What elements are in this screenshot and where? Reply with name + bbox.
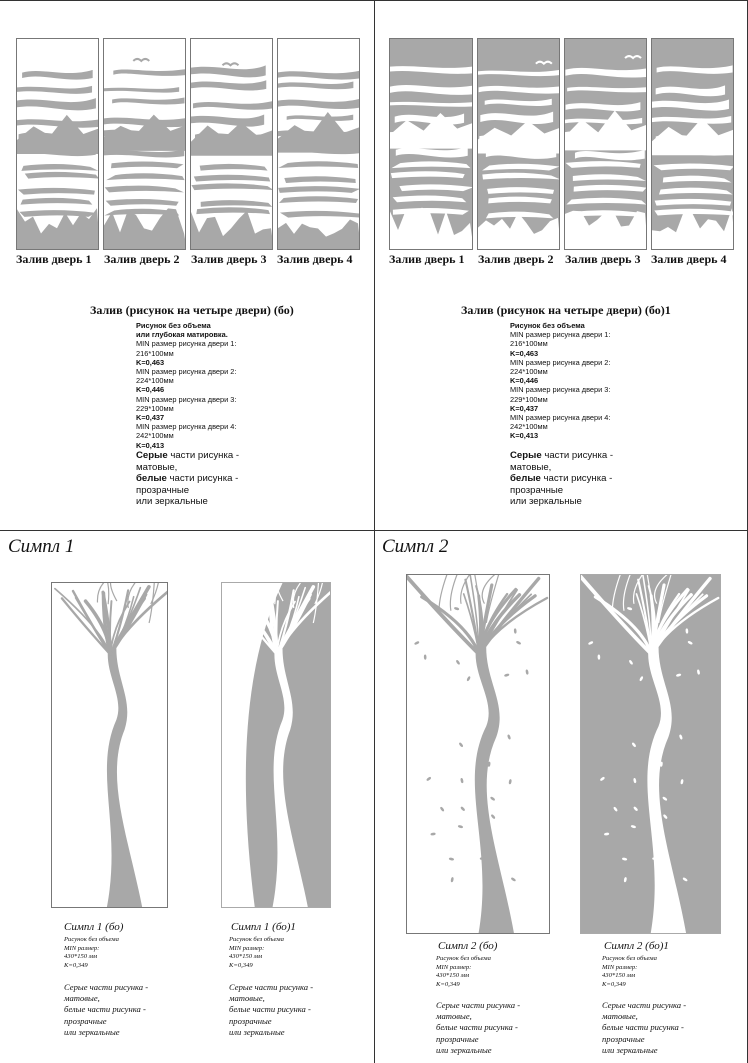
water-line [20, 198, 92, 205]
zaliv-left-door-4 [277, 38, 360, 250]
falling-leaf [458, 742, 463, 748]
door-label: Залив дверь 3 [565, 252, 641, 266]
cloud-strip [191, 65, 266, 77]
text-line: матовые, [436, 1011, 472, 1022]
spec-line: 242*100мм [136, 431, 174, 441]
text-line: или зеркальные [602, 1044, 658, 1055]
falling-leaf [466, 676, 471, 682]
falling-leaf [460, 778, 464, 784]
text-line: белые части рисунка - [64, 1004, 146, 1015]
text-line: матовые, [229, 993, 265, 1004]
spec-line: K=0,463 [136, 357, 165, 367]
water-line [106, 199, 179, 206]
water-line [25, 172, 99, 179]
cloud-strip [112, 98, 184, 105]
cloud-strip [191, 114, 264, 126]
water-line [18, 188, 95, 195]
water-line [105, 186, 184, 193]
cloud-strip [278, 70, 360, 79]
falling-leaf [511, 877, 517, 882]
page-border-top [0, 0, 748, 1]
text-line: или зеркальные [436, 1044, 492, 1055]
shore-foliage [565, 210, 647, 250]
simpl2-a-note [436, 1000, 520, 1056]
cloud-strip [22, 70, 93, 80]
spec-line: 242*100мм [510, 422, 548, 432]
water-line [279, 196, 358, 203]
note-word: белые [510, 473, 541, 485]
cloud-strip [113, 69, 186, 76]
text-line: K=0,349 [602, 980, 626, 988]
falling-leaf [440, 806, 445, 812]
vertical-divider [374, 0, 375, 1063]
falling-leaf [460, 806, 466, 812]
simpl1-b-note [229, 982, 313, 1038]
simpl1-panel-b [221, 582, 331, 908]
falling-leaf [514, 628, 517, 633]
scene-left-1 [17, 39, 99, 250]
text-line: Серые части рисунка - [64, 982, 149, 992]
simpl2-panel-a [406, 574, 550, 934]
water-line [200, 164, 268, 171]
water-line [106, 173, 184, 180]
scene-left-4 [278, 39, 360, 250]
scene-left-3 [191, 39, 273, 250]
zaliv-right-title: Залив (рисунок на четыре двери) (бо)1 [461, 303, 671, 317]
tree-twig [128, 583, 138, 608]
water-line [191, 183, 273, 190]
spec-line: MIN размер рисунка двери 2: [510, 357, 611, 367]
shore-foliage [278, 220, 360, 250]
spec-line: K=0,437 [510, 403, 539, 413]
text-line: прозрачные [602, 1033, 645, 1044]
note-word: Серые [136, 450, 168, 461]
tree-twig [439, 575, 448, 612]
text-line: Серые части рисунка - [436, 1000, 521, 1010]
simpl2-b-spec [602, 955, 657, 989]
tree-s2b [581, 575, 721, 934]
cloud-strip [278, 82, 353, 90]
zaliv-left-door-3 [190, 38, 273, 250]
simpl2-b-title: Симпл 2 (бо)1 [604, 940, 669, 952]
simpl2-b-note [602, 1000, 686, 1056]
zaliv-right-door-2 [477, 38, 560, 250]
text-line: прозрачные [64, 1015, 107, 1026]
text-line: 430*150 мм [64, 953, 98, 961]
falling-leaf [414, 641, 420, 646]
simpl1-panel-a [51, 582, 168, 908]
spec-line: MIN размер рисунка двери 4: [510, 413, 611, 423]
note-text: матовые, [510, 461, 552, 473]
cloud-strip [191, 80, 266, 90]
note-text: прозрачные [510, 484, 564, 496]
simpl1-a-title: Симпл 1 (бо) [64, 921, 124, 933]
bird [133, 59, 149, 61]
tree-s1a [52, 583, 168, 908]
falling-leaf [424, 654, 427, 659]
text-line: K=0,349 [436, 980, 460, 988]
door-label: Залив дверь 1 [389, 252, 465, 266]
zaliv-left-note [136, 450, 239, 508]
scene-right-4 [652, 39, 734, 250]
cloud-strip [287, 115, 354, 121]
text-line: Серые части рисунка - [602, 1000, 687, 1010]
note-text: части рисунка - [541, 450, 614, 461]
cloud-strip [104, 87, 179, 93]
note-text: части рисунка - [167, 450, 240, 461]
falling-leaf [458, 825, 464, 829]
text-line: белые части рисунка - [229, 1004, 311, 1015]
bird [222, 63, 238, 65]
scene-left-2 [104, 39, 186, 250]
water-line [201, 200, 272, 207]
falling-leaf [525, 669, 529, 675]
spec-line: K=0,437 [136, 413, 165, 423]
water-line [196, 207, 270, 214]
spec-line: 216*100мм [136, 348, 174, 358]
falling-leaf [516, 640, 522, 645]
tree-twig [111, 583, 117, 601]
zaliv-left-spec [136, 321, 236, 450]
scene-right-3 [565, 39, 647, 250]
note-word: Серые [510, 450, 542, 461]
text-line: 430*150 мм [602, 972, 636, 980]
text-line: белые части рисунка - [436, 1022, 518, 1033]
spec-line: 216*100мм [510, 339, 548, 349]
tree-twig [107, 583, 109, 604]
cloud-strip [17, 98, 96, 110]
door-label: Залив дверь 4 [277, 252, 353, 266]
falling-leaf [490, 796, 496, 801]
zaliv-right-door-4 [651, 38, 734, 250]
falling-leaf [450, 877, 454, 883]
spec-line: 224*100мм [510, 367, 548, 377]
cloud-strip [17, 86, 92, 94]
water-line [194, 175, 270, 182]
tree-s2a [407, 575, 550, 934]
text-line: MIN размер: [229, 944, 265, 952]
falling-leaf [504, 673, 510, 677]
simpl2-section-title: Симпл 2 [382, 536, 449, 557]
simpl1-b-title: Симпл 1 (бо)1 [231, 921, 296, 933]
text-line: Рисунок без объема [436, 955, 491, 962]
door-label: Залив дверь 3 [191, 252, 267, 266]
scene-right-2 [478, 39, 560, 250]
shore-foliage [191, 211, 273, 250]
text-line: 430*150 мм [229, 953, 263, 961]
spec-line: MIN размер рисунка двери 1: [510, 330, 611, 340]
horizontal-divider [0, 530, 748, 531]
simpl1-a-spec [64, 936, 119, 970]
falling-leaf [430, 832, 436, 835]
note-text: или зеркальные [510, 496, 582, 508]
water-line [21, 164, 98, 171]
tree-trunk [107, 648, 143, 908]
text-line: Рисунок без объема [602, 955, 657, 962]
spec-line: MIN размер рисунка двери 3: [510, 385, 611, 395]
falling-leaf [426, 776, 432, 781]
simpl1-section-title: Симпл 1 [8, 536, 75, 557]
text-line: прозрачные [436, 1033, 479, 1044]
spec-line: K=0,413 [510, 431, 539, 441]
text-line: или зеркальные [64, 1026, 120, 1037]
text-line: Серые части рисунка - [229, 982, 314, 992]
scene-right-1 [390, 39, 473, 250]
tree-s1b [222, 583, 331, 908]
falling-leaf [449, 857, 455, 861]
text-line: или зеркальные [229, 1026, 285, 1037]
text-line: 430*150 мм [436, 972, 470, 980]
tree-twig [450, 575, 458, 611]
water-line [111, 161, 183, 168]
note-text: или зеркальные [136, 496, 208, 508]
simpl2-panel-b [580, 574, 721, 934]
text-line: белые части рисунка - [602, 1022, 684, 1033]
zaliv-left-door-1 [16, 38, 99, 250]
text-line: Рисунок без объема [229, 936, 284, 943]
zaliv-right-spec [510, 321, 610, 441]
spec-line: 229*100мм [510, 394, 548, 404]
simpl1-a-note [64, 982, 148, 1038]
simpl2-a-title: Симпл 2 (бо) [438, 940, 498, 952]
cloud-strip [278, 98, 360, 109]
simpl2-a-spec [436, 955, 491, 989]
spec-line: или глубокая матировка. [136, 330, 228, 340]
zaliv-right-door-3 [564, 38, 647, 250]
falling-leaf [454, 607, 460, 611]
spec-line: MIN размер рисунка двери 2: [136, 367, 237, 377]
note-text: части рисунка - [166, 473, 239, 485]
spec-line: 229*100мм [136, 403, 174, 413]
falling-leaf [507, 734, 511, 740]
note-text: матовые, [136, 461, 178, 473]
water-line [284, 176, 355, 183]
text-line: прозрачные [229, 1015, 272, 1026]
falling-leaf [508, 779, 512, 785]
note-word: белые [136, 473, 167, 485]
note-text: части рисунка - [540, 473, 613, 485]
text-line: матовые, [64, 993, 100, 1004]
spec-line: K=0,463 [510, 348, 539, 358]
note-text: прозрачные [136, 484, 190, 496]
text-line: MIN размер: [64, 944, 100, 952]
spec-line: 224*100мм [136, 376, 174, 386]
zaliv-right-note [510, 450, 613, 508]
spec-line: K=0,413 [136, 440, 165, 450]
water-line [278, 186, 360, 193]
text-line: Рисунок без объема [64, 936, 119, 943]
door-label: Залив дверь 4 [651, 252, 727, 266]
zaliv-right-door-1 [389, 38, 473, 250]
text-line: K=0,349 [64, 961, 88, 969]
text-line: MIN размер: [436, 963, 472, 971]
falling-leaf [455, 659, 460, 665]
mountain-ridge [191, 122, 273, 155]
cloud-strip [193, 101, 273, 110]
water-line [280, 211, 360, 218]
spec-line: MIN размер рисунка двери 4: [136, 422, 237, 432]
spec-line: K=0,446 [510, 376, 539, 386]
falling-leaf [490, 814, 495, 820]
door-label: Залив дверь 2 [104, 252, 180, 266]
spec-line: MIN размер рисунка двери 1: [136, 339, 237, 349]
simpl1-b-spec [229, 936, 284, 970]
text-line: MIN размер: [602, 963, 638, 971]
text-line: K=0,349 [229, 961, 253, 969]
spec-line: Рисунок без объема [510, 321, 585, 330]
door-label: Залив дверь 2 [478, 252, 554, 266]
zaliv-left-title: Залив (рисунок на четыре двери) (бо) [90, 303, 294, 317]
spec-line: MIN размер рисунка двери 3: [136, 394, 237, 404]
text-line: матовые, [602, 1011, 638, 1022]
spec-line: Рисунок без объема [136, 321, 211, 330]
door-label: Залив дверь 1 [16, 252, 92, 266]
spec-line: K=0,446 [136, 385, 165, 395]
water-line [278, 161, 358, 168]
zaliv-left-door-2 [103, 38, 186, 250]
